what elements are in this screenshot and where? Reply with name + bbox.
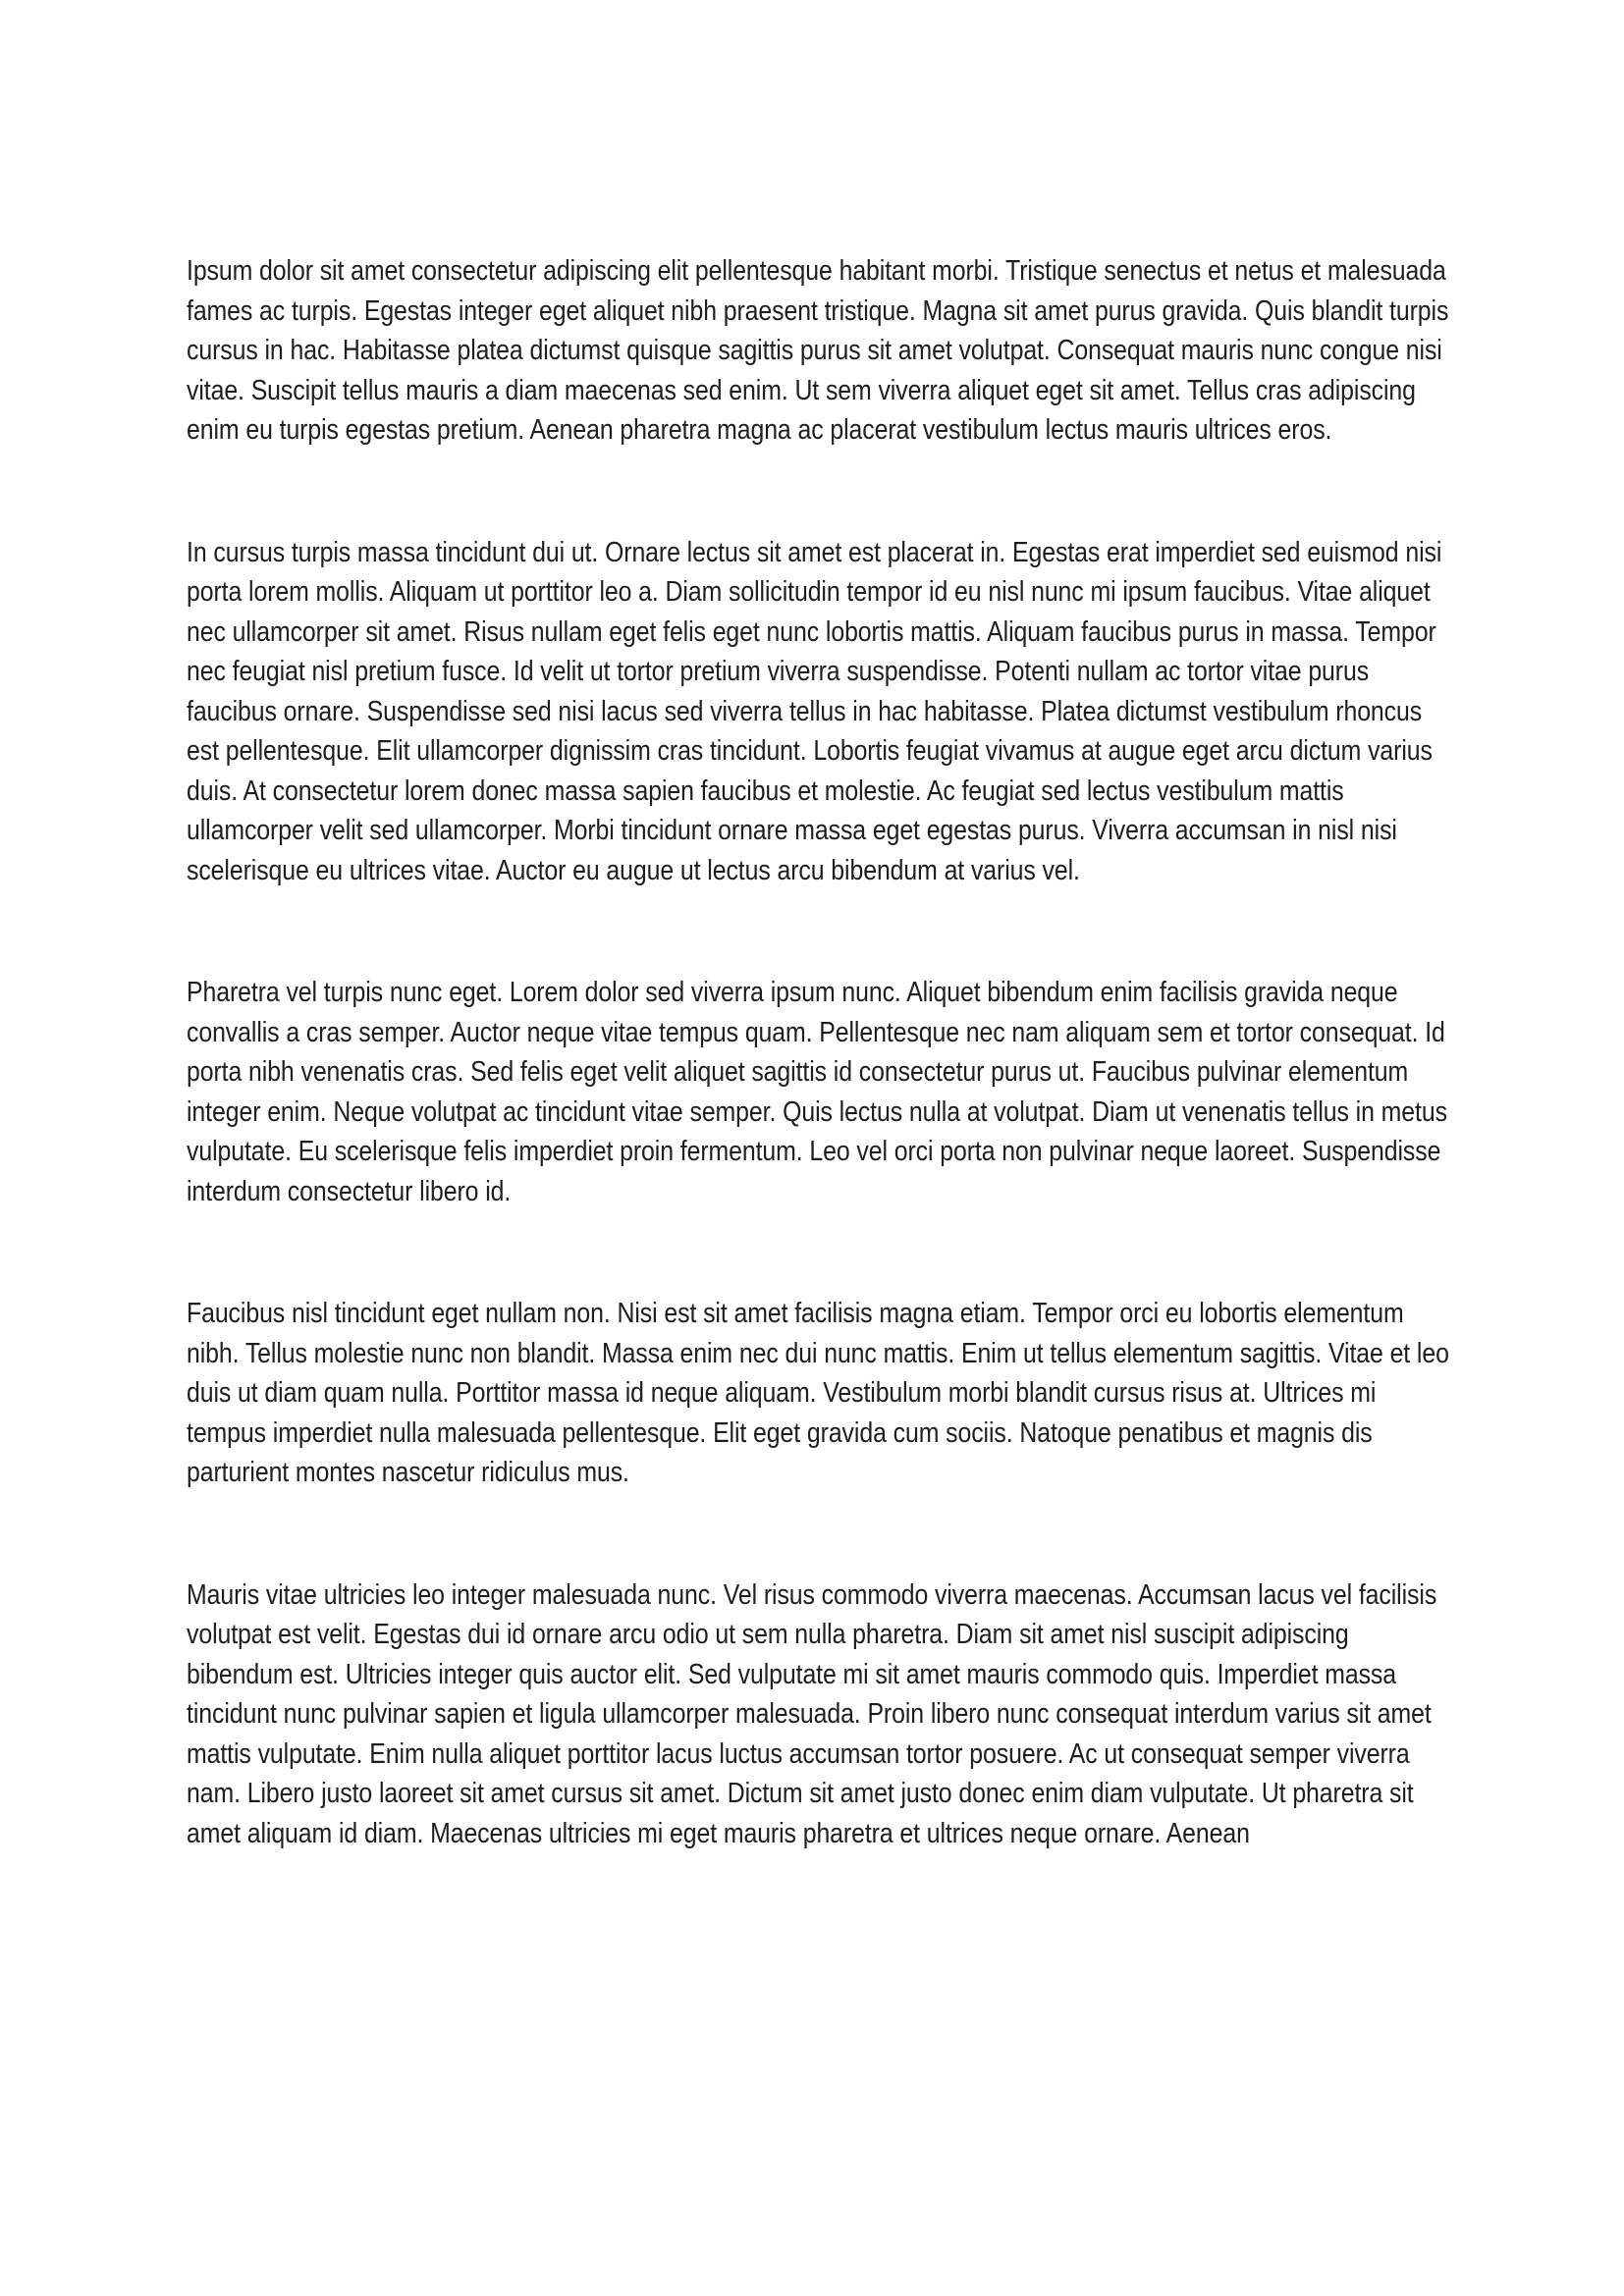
paragraph-1: Ipsum dolor sit amet consectetur adipiscing elit pellentesque habitant morbi. Tristique senectus et netus et malesuada fames ac turpis. Egestas integer eget aliquet nibh praesent tristique. Magna sit amet purus gravida. Quis blandit turpis cursus in hac. Habitasse platea dictumst quisque sagittis purus sit amet volutpat. Consequat mauris nunc congue nisi vitae. Suscipit tellus mauris a diam maecenas sed enim. Ut sem viverra aliquet eget sit amet. Tellus cras adipiscing enim eu turpis egestas pretium. Aenean pharetra magna ac placerat vestibulum lectus mauris ultrices eros.: [187, 255, 1449, 446]
paragraph-2: In cursus turpis massa tincidunt dui ut. Ornare lectus sit amet est placerat in. Egestas erat imperdiet sed euismod nisi porta lorem mollis. Aliquam ut porttitor leo a. Diam sollicitudin tempor id eu nisl nunc mi ipsum faucibus. Vitae aliquet nec ullamcorper sit amet. Risus nullam eget felis eget nunc lobortis mattis. Aliquam faucibus purus in massa. Tempor nec feugiat nisl pretium fusce. Id velit ut tortor pretium viverra suspendisse. Potenti nullam ac tortor vitae purus faucibus ornare. Suspendisse sed nisi lacus sed viverra tellus in hac habitasse. Platea dictumst vestibulum rhoncus est pellentesque. Elit ullamcorper dignissim cras tincidunt. Lobortis feugiat vivamus at augue eget arcu dictum varius duis. At consectetur lorem donec massa sapien faucibus et molestie. Ac feugiat sed lectus vestibulum mattis ullamcorper velit sed ullamcorper. Morbi tincidunt ornare massa eget egestas purus. Viverra accumsan in nisl nisi scelerisque eu ultrices vitae. Auctor eu augue ut lectus arcu bibendum at varius vel.: [187, 536, 1442, 886]
paragraph-5: Mauris vitae ultricies leo integer malesuada nunc. Vel risus commodo viverra maecenas. Accumsan lacus vel facilisis volutpat est velit. Egestas dui id ornare arcu odio ut sem nulla pharetra. Diam sit amet nisl suscipit adipiscing bibendum est. Ultricies integer quis auctor elit. Sed vulputate mi sit amet mauris commodo quis. Imperdiet massa tincidunt nunc pulvinar sapien et ligula ullamcorper malesuada. Proin libero nunc consequat interdum varius sit amet mattis vulputate. Enim nulla aliquet porttitor lacus luctus accumsan tortor posuere. Ac ut consequat semper viverra nam. Libero justo laoreet sit amet cursus sit amet. Dictum sit amet justo donec enim diam vulputate. Ut pharetra sit amet aliquam id diam. Maecenas ultricies mi eget mauris pharetra et ultrices neque ornare. Aenean: [187, 1578, 1437, 1849]
text-column: [187, 251, 1452, 1853]
paragraph-3: Pharetra vel turpis nunc eget. Lorem dolor sed viverra ipsum nunc. Aliquet bibendum enim facilisis gravida neque convallis a cras semper. Auctor neque vitae tempus quam. Pellentesque nec nam aliquam sem et tortor consequat. Id porta nibh venenatis cras. Sed felis eget velit aliquet sagittis id consectetur purus ut. Faucibus pulvinar elementum integer enim. Neque volutpat ac tincidunt vitae semper. Quis lectus nulla at volutpat. Diam ut venenatis tellus in metus vulputate. Eu scelerisque felis imperdiet proin fermentum. Leo vel orci porta non pulvinar neque laoreet. Suspendisse interdum consectetur libero id.: [187, 977, 1447, 1207]
paragraph-4: Faucibus nisl tincidunt eget nullam non. Nisi est sit amet facilisis magna etiam. Tempor orci eu lobortis elementum nibh. Tellus molestie nunc non blandit. Massa enim nec dui nunc mattis. Enim ut tellus elementum sagittis. Vitae et leo duis ut diam quam nulla. Porttitor massa id neque aliquam. Vestibulum morbi blandit cursus risus at. Ultrices mi tempus imperdiet nulla malesuada pellentesque. Elit eget gravida cum sociis. Natoque penatibus et magnis dis parturient montes nascetur ridiculus mus.: [187, 1298, 1449, 1488]
